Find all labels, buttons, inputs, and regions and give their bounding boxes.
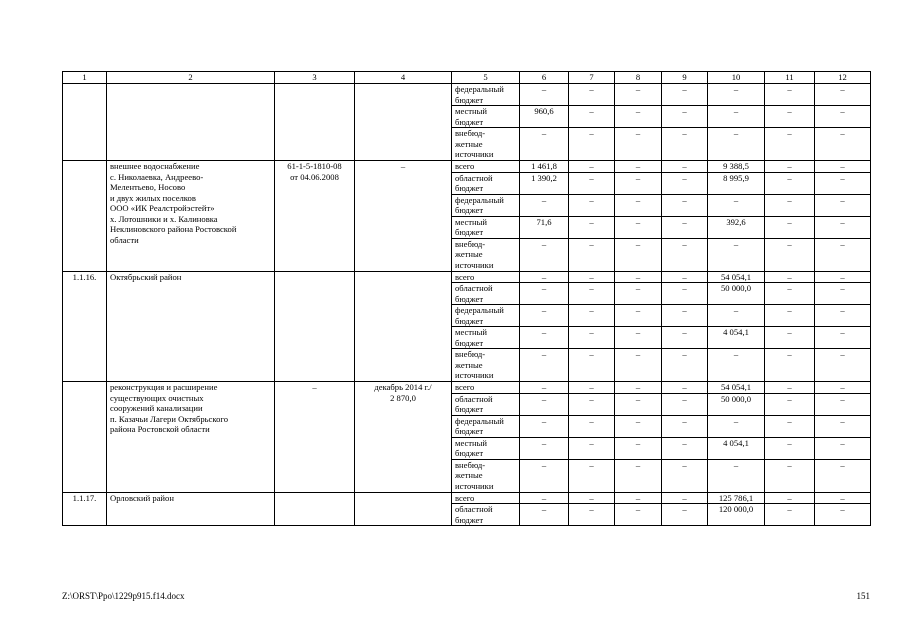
value-cell: – xyxy=(520,393,569,415)
value-cell: – xyxy=(615,504,662,526)
value-cell: – xyxy=(815,504,871,526)
funding-source-cell: местный бюджет xyxy=(452,437,520,459)
value-cell: – xyxy=(765,238,815,271)
budget-table xyxy=(62,71,871,526)
value-cell: – xyxy=(569,271,615,283)
value-cell: – xyxy=(765,84,815,106)
value-cell: – xyxy=(615,393,662,415)
value-cell: – xyxy=(569,393,615,415)
value-cell: – xyxy=(615,327,662,349)
document-cell xyxy=(275,492,355,526)
value-cell: – xyxy=(765,504,815,526)
value-cell: – xyxy=(662,437,708,459)
value-cell: – xyxy=(520,84,569,106)
value-cell: – xyxy=(569,128,615,161)
value-cell: – xyxy=(708,106,765,128)
funding-source-cell: местный бюджет xyxy=(452,106,520,128)
value-cell: – xyxy=(569,415,615,437)
value-cell: – xyxy=(662,459,708,492)
value-cell: – xyxy=(520,194,569,216)
value-cell: – xyxy=(765,271,815,283)
value-cell: – xyxy=(765,216,815,238)
value-cell: 392,6 xyxy=(708,216,765,238)
value-cell: – xyxy=(815,216,871,238)
item-number-cell xyxy=(63,161,107,272)
value-cell: – xyxy=(765,459,815,492)
value-cell: 71,6 xyxy=(520,216,569,238)
funding-source-cell: всего xyxy=(452,271,520,283)
item-number-cell xyxy=(63,382,107,493)
deadline-cell: декабрь 2014 г./ 2 870,0 xyxy=(355,382,452,493)
value-cell: – xyxy=(520,349,569,382)
value-cell: – xyxy=(662,349,708,382)
value-cell: 4 054,1 xyxy=(708,437,765,459)
value-cell: – xyxy=(662,238,708,271)
value-cell: – xyxy=(662,504,708,526)
value-cell: – xyxy=(708,194,765,216)
value-cell: – xyxy=(569,459,615,492)
value-cell: – xyxy=(765,161,815,173)
value-cell: – xyxy=(815,84,871,106)
value-cell: – xyxy=(569,437,615,459)
value-cell: – xyxy=(520,283,569,305)
value-cell: – xyxy=(815,349,871,382)
value-cell: – xyxy=(708,349,765,382)
value-cell: – xyxy=(569,382,615,394)
header-row xyxy=(63,72,871,84)
value-cell: – xyxy=(708,459,765,492)
header-cell: 9 xyxy=(662,72,708,84)
value-cell: – xyxy=(569,238,615,271)
funding-source-cell: местный бюджет xyxy=(452,327,520,349)
value-cell: 50 000,0 xyxy=(708,283,765,305)
value-cell: – xyxy=(765,382,815,394)
object-name-cell: внешнее водоснабжение с. Николаевка, Андреево- Мелентьево, Носово и двух жилых поселков ООО «ИК Реалстройэстейт» х. Лотошники и х. Калиновка Неклиновского района Ростовской области xyxy=(107,161,275,272)
value-cell: – xyxy=(615,492,662,504)
object-name-cell xyxy=(107,84,275,161)
header-cell: 4 xyxy=(355,72,452,84)
value-cell: – xyxy=(662,327,708,349)
value-cell: – xyxy=(615,194,662,216)
value-cell: – xyxy=(765,415,815,437)
value-cell: 4 054,1 xyxy=(708,327,765,349)
value-cell: – xyxy=(662,216,708,238)
value-cell: – xyxy=(815,238,871,271)
funding-source-cell: федеральный бюджет xyxy=(452,305,520,327)
header-cell: 10 xyxy=(708,72,765,84)
header-cell: 6 xyxy=(520,72,569,84)
value-cell: – xyxy=(815,305,871,327)
funding-source-cell: местный бюджет xyxy=(452,216,520,238)
table-row xyxy=(63,161,871,173)
value-cell: – xyxy=(765,327,815,349)
header-cell: 1 xyxy=(63,72,107,84)
funding-source-cell: областной бюджет xyxy=(452,283,520,305)
item-number-cell xyxy=(63,84,107,161)
value-cell: – xyxy=(815,492,871,504)
value-cell: 125 786,1 xyxy=(708,492,765,504)
value-cell: 50 000,0 xyxy=(708,393,765,415)
value-cell: – xyxy=(615,437,662,459)
value-cell: – xyxy=(765,106,815,128)
value-cell: – xyxy=(662,84,708,106)
value-cell: – xyxy=(520,327,569,349)
value-cell: – xyxy=(615,216,662,238)
value-cell: – xyxy=(662,161,708,173)
value-cell: – xyxy=(765,194,815,216)
item-number-cell: 1.1.17. xyxy=(63,492,107,526)
value-cell: – xyxy=(815,415,871,437)
value-cell: – xyxy=(815,194,871,216)
value-cell: – xyxy=(708,128,765,161)
value-cell: – xyxy=(520,238,569,271)
value-cell: – xyxy=(815,106,871,128)
value-cell: – xyxy=(815,128,871,161)
value-cell: – xyxy=(615,128,662,161)
table-row xyxy=(63,271,871,283)
funding-source-cell: внебюд- жетные источники xyxy=(452,128,520,161)
value-cell: – xyxy=(569,504,615,526)
value-cell: – xyxy=(615,161,662,173)
value-cell: – xyxy=(662,492,708,504)
table-row xyxy=(63,382,871,394)
value-cell: – xyxy=(615,305,662,327)
header-cell: 7 xyxy=(569,72,615,84)
item-number-cell: 1.1.16. xyxy=(63,271,107,382)
object-name-cell: Орловский район xyxy=(107,492,275,526)
value-cell: – xyxy=(662,415,708,437)
value-cell: – xyxy=(615,283,662,305)
funding-source-cell: областной бюджет xyxy=(452,172,520,194)
table-body xyxy=(63,72,871,526)
value-cell: – xyxy=(765,128,815,161)
value-cell: – xyxy=(815,172,871,194)
value-cell: 1 461,8 xyxy=(520,161,569,173)
value-cell: – xyxy=(708,305,765,327)
header-cell: 11 xyxy=(765,72,815,84)
value-cell: – xyxy=(662,106,708,128)
value-cell: – xyxy=(765,172,815,194)
table-row xyxy=(63,84,871,106)
value-cell: 1 390,2 xyxy=(520,172,569,194)
value-cell: – xyxy=(815,327,871,349)
value-cell: – xyxy=(662,393,708,415)
funding-source-cell: всего xyxy=(452,382,520,394)
header-cell: 5 xyxy=(452,72,520,84)
value-cell: – xyxy=(520,305,569,327)
value-cell: – xyxy=(662,271,708,283)
funding-source-cell: всего xyxy=(452,161,520,173)
value-cell: – xyxy=(569,106,615,128)
value-cell: – xyxy=(815,393,871,415)
value-cell: – xyxy=(765,437,815,459)
value-cell: – xyxy=(520,459,569,492)
value-cell: – xyxy=(662,194,708,216)
value-cell: – xyxy=(520,415,569,437)
value-cell: – xyxy=(520,504,569,526)
value-cell: – xyxy=(520,492,569,504)
funding-source-cell: областной бюджет xyxy=(452,393,520,415)
deadline-cell: – xyxy=(355,161,452,272)
value-cell: – xyxy=(615,271,662,283)
header-cell: 12 xyxy=(815,72,871,84)
value-cell: 54 054,1 xyxy=(708,271,765,283)
funding-source-cell: внебюд- жетные источники xyxy=(452,459,520,492)
value-cell: – xyxy=(520,271,569,283)
document-cell: – xyxy=(275,382,355,493)
object-name-cell: Октябрьский район xyxy=(107,271,275,382)
value-cell: – xyxy=(662,382,708,394)
value-cell: – xyxy=(569,194,615,216)
value-cell: – xyxy=(569,305,615,327)
footer-page-number: 151 xyxy=(856,591,870,601)
footer-file-path: Z:\ORST\Ppo\1229p915.f14.docx xyxy=(62,591,185,601)
header-cell: 3 xyxy=(275,72,355,84)
deadline-cell xyxy=(355,492,452,526)
funding-source-cell: внебюд- жетные источники xyxy=(452,349,520,382)
value-cell: – xyxy=(615,415,662,437)
value-cell: – xyxy=(569,216,615,238)
value-cell: 120 000,0 xyxy=(708,504,765,526)
object-name-cell: реконструкция и расширение существующих очистных сооружений канализации п. Казачьи Лагери Октябрьского района Ростовской области xyxy=(107,382,275,493)
value-cell: – xyxy=(708,238,765,271)
value-cell: – xyxy=(615,84,662,106)
value-cell: – xyxy=(815,437,871,459)
funding-source-cell: областной бюджет xyxy=(452,504,520,526)
value-cell: – xyxy=(615,106,662,128)
funding-source-cell: федеральный бюджет xyxy=(452,415,520,437)
table-row xyxy=(63,492,871,504)
value-cell: – xyxy=(765,393,815,415)
value-cell: – xyxy=(662,283,708,305)
funding-source-cell: внебюд- жетные источники xyxy=(452,238,520,271)
value-cell: – xyxy=(520,437,569,459)
value-cell: 54 054,1 xyxy=(708,382,765,394)
document-cell xyxy=(275,84,355,161)
value-cell: – xyxy=(615,459,662,492)
value-cell: – xyxy=(569,349,615,382)
value-cell: – xyxy=(615,349,662,382)
value-cell: – xyxy=(569,172,615,194)
document-cell: 61-1-5-1810-08 от 04.06.2008 xyxy=(275,161,355,272)
deadline-cell xyxy=(355,271,452,382)
value-cell: – xyxy=(569,283,615,305)
value-cell: – xyxy=(815,161,871,173)
value-cell: – xyxy=(708,84,765,106)
value-cell: – xyxy=(815,283,871,305)
value-cell: – xyxy=(765,349,815,382)
value-cell: – xyxy=(615,172,662,194)
value-cell: 8 995,9 xyxy=(708,172,765,194)
deadline-cell xyxy=(355,84,452,161)
value-cell: – xyxy=(662,172,708,194)
value-cell: – xyxy=(815,271,871,283)
value-cell: – xyxy=(815,459,871,492)
funding-source-cell: федеральный бюджет xyxy=(452,194,520,216)
value-cell: – xyxy=(615,238,662,271)
header-cell: 8 xyxy=(615,72,662,84)
value-cell: – xyxy=(520,382,569,394)
value-cell: 9 388,5 xyxy=(708,161,765,173)
value-cell: – xyxy=(520,128,569,161)
value-cell: – xyxy=(569,492,615,504)
value-cell: – xyxy=(569,327,615,349)
value-cell: – xyxy=(708,415,765,437)
value-cell: – xyxy=(662,305,708,327)
value-cell: – xyxy=(765,492,815,504)
value-cell: – xyxy=(615,382,662,394)
value-cell: – xyxy=(765,283,815,305)
value-cell: – xyxy=(569,161,615,173)
value-cell: – xyxy=(662,128,708,161)
funding-source-cell: федеральный бюджет xyxy=(452,84,520,106)
funding-source-cell: всего xyxy=(452,492,520,504)
value-cell: – xyxy=(569,84,615,106)
value-cell: – xyxy=(765,305,815,327)
header-cell: 2 xyxy=(107,72,275,84)
value-cell: – xyxy=(815,382,871,394)
document-cell xyxy=(275,271,355,382)
value-cell: 960,6 xyxy=(520,106,569,128)
